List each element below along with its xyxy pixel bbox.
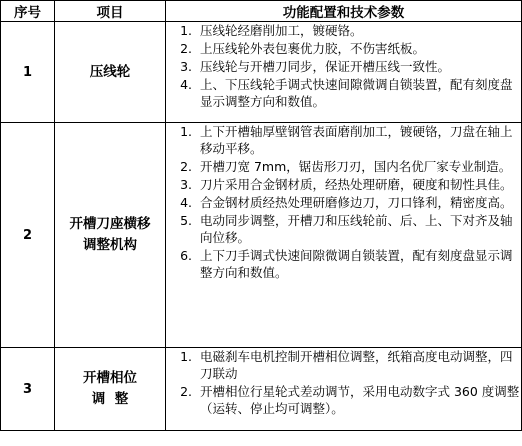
table-row (1, 123, 522, 348)
row-item-name (55, 348, 166, 431)
spec-item-index: 2. (180, 41, 192, 56)
spec-item-index: 3. (180, 59, 192, 74)
spec-item-text: 压线轮与开槽刀同步，保证开槽压线一致性。 (200, 59, 451, 74)
spec-item-text: 电磁刹车电机控制开槽相位调整，纸箱高度电动调整，四刀联动 (200, 349, 513, 381)
spec-item-text: 上压线轮外表包裹优力胶，不伤害纸板。 (200, 41, 426, 56)
spec-item (166, 194, 521, 211)
header-row (1, 1, 522, 22)
spec-item-text: 开槽刀宽 7mm，锯齿形刀刃，国内名优厂家专业制造。 (200, 159, 512, 174)
spec-list (166, 348, 521, 417)
row-spec-cell (166, 123, 522, 348)
spec-item (166, 212, 521, 246)
row-item-name (55, 22, 166, 123)
row-spec-cell (166, 348, 522, 431)
spec-list (166, 123, 521, 281)
item-name-line: 调整机构 (83, 237, 137, 253)
spec-item-index: 4. (180, 77, 192, 92)
spec-item-index: 2. (180, 159, 192, 174)
spec-item-text: 上下开槽轴厚壁钢管表面磨削加工，镀硬铬，刀盘在轴上移动平移。 (200, 124, 513, 156)
spec-item-index: 2. (180, 384, 192, 399)
row-number: 2 (1, 123, 55, 348)
spec-item-text: 电动同步调整，开槽刀和压线轮前、后、上、下对齐及轴向位移。 (200, 213, 513, 245)
spec-item-index: 3. (180, 177, 192, 192)
header-item: 项目 (55, 1, 166, 22)
spec-item-text: 合金钢材质经热处理研磨修边刀，刀口锋利，精密度高。 (200, 195, 513, 210)
spec-item-index: 1. (180, 349, 192, 364)
spec-list (166, 22, 521, 110)
spec-item-text: 开槽相位行星轮式差动调节，采用电动数字式 360 度调整（运转、停止均可调整）。 (200, 384, 520, 416)
spec-item-text: 上下刀手调式快速间隙微调自锁装置，配有刻度盘显示调整方向和数值。 (200, 248, 513, 280)
header-no: 序号 (1, 1, 55, 22)
row-item-name (55, 123, 166, 348)
item-name-line: 开槽相位 (83, 370, 137, 386)
spec-item-index: 1. (180, 23, 192, 38)
spec-item-index: 4. (180, 195, 192, 210)
spec-item (166, 348, 521, 382)
spec-item-text: 压线轮经磨削加工，镀硬铬。 (200, 23, 363, 38)
spec-item (166, 58, 521, 75)
spec-item-index: 1. (180, 124, 192, 139)
row-number: 1 (1, 22, 55, 123)
spec-item (166, 176, 521, 193)
row-spec-cell (166, 22, 522, 123)
header-spec: 功能配置和技术参数 (166, 1, 522, 22)
item-name-line: 开槽刀座横移 (69, 216, 151, 232)
spec-item-text: 刀片采用合金钢材质，经热处理研磨，硬度和韧性具佳。 (200, 177, 513, 192)
spec-item-text: 上、下压线轮手调式快速间隙微调自锁装置，配有刻度盘显示调整方向和数值。 (200, 77, 513, 109)
spec-item (166, 40, 521, 57)
table-row (1, 22, 522, 123)
spec-item (166, 22, 521, 39)
item-name-line: 压线轮 (89, 63, 131, 80)
spec-item-index: 6. (180, 248, 192, 263)
table-row (1, 348, 522, 431)
spec-item (166, 247, 521, 281)
spec-item (166, 123, 521, 157)
spec-item (166, 158, 521, 175)
spec-item-index: 5. (180, 213, 192, 228)
row-number: 3 (1, 348, 55, 431)
spec-item (166, 76, 521, 110)
item-name-line: 调 整 (91, 391, 129, 407)
spec-item (166, 383, 521, 417)
